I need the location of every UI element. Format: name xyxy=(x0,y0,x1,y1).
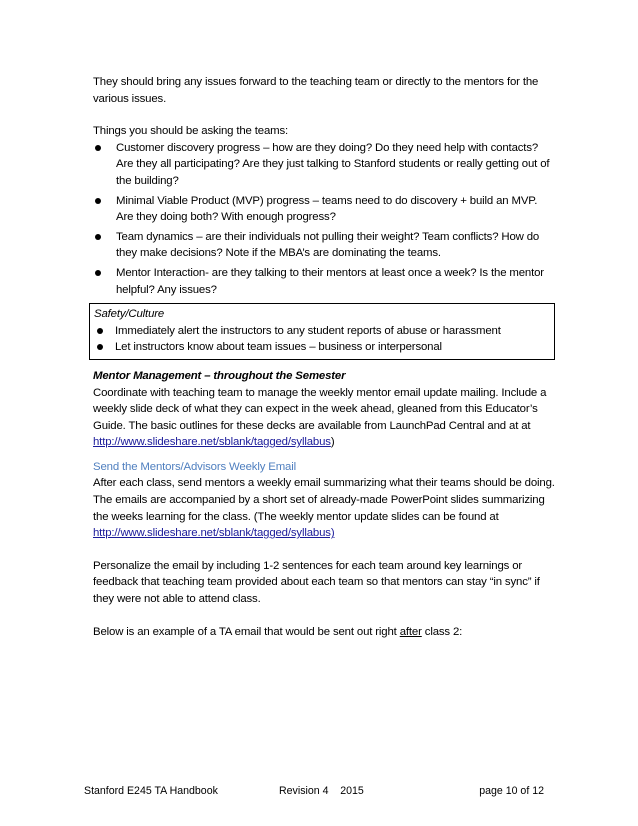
safety-list xyxy=(94,323,551,356)
safety-heading: Safety/Culture xyxy=(94,308,165,321)
bullet-icon xyxy=(95,270,101,276)
intro-paragraph: They should bring any issues forward to the teaching team or directly to the mentors for the various issues. xyxy=(93,76,539,105)
mentor-management-heading: Mentor Management – throughout the Semester xyxy=(93,369,346,382)
footer-revision: Revision 4 2015 xyxy=(279,785,364,797)
footer-page-number: page 10 of 12 xyxy=(479,785,544,797)
footer-title: Stanford E245 TA Handbook xyxy=(84,785,218,797)
bullet-icon xyxy=(95,234,101,240)
list-item: Team dynamics – are their individuals not pulling their weight? Team conflicts? How do they make decisions? Note if the MBA’s are dominating the teams. xyxy=(93,229,555,262)
weekly-email-paragraph: After each class, send mentors a weekly email summarizing what their teams should be doing. The emails are accompanied by a short set of already-made PowerPoint slides summarizing the weeks learning for the class. (The weekly mentor update slides can be found at http://www.slideshare.net/sblank/tagged/syllabus) xyxy=(93,477,555,540)
slides-link[interactable]: http://www.slideshare.net/sblank/tagged/syllabus) xyxy=(93,527,335,540)
questions-list xyxy=(93,140,555,298)
list-item: Customer discovery progress – how are they doing? Do they need help with contacts? Are they all participating? Are they just talking to Stanford students or really getting out of the building? xyxy=(93,140,555,190)
example-paragraph: Below is an example of a TA email that would be sent out right after class 2: xyxy=(93,625,463,638)
weekly-email-heading: Send the Mentors/Advisors Weekly Email xyxy=(93,460,297,473)
safety-culture-box xyxy=(89,303,555,360)
personalize-paragraph: Personalize the email by including 1-2 sentences for each team around key learnings or feedback that teaching team provided about each team so that mentors can stay “in sync” if they were not able to attend class. xyxy=(93,559,540,606)
questions-heading: Things you should be asking the teams: xyxy=(93,125,289,138)
list-item: Immediately alert the instructors to any student reports of abuse or harassment xyxy=(94,323,551,340)
bullet-icon xyxy=(95,145,101,151)
mentor-management-paragraph: Coordinate with teaching team to manage the weekly mentor email update mailing. Include a weekly slide deck of what they can expect in the week ahead, gleaned from this Educator’s Guide. The basic outlines for these decks are available from LaunchPad Central and at at http://www.slideshare.net/sblank/tagged/syllabus) xyxy=(93,386,547,449)
list-item: Let instructors know about team issues – business or interpersonal xyxy=(94,339,551,356)
page-footer xyxy=(84,785,544,799)
document-body xyxy=(93,74,555,640)
bullet-icon xyxy=(97,328,103,334)
bullet-icon xyxy=(97,344,103,350)
bullet-icon xyxy=(95,198,101,204)
syllabus-link[interactable]: http://www.slideshare.net/sblank/tagged/syllabus xyxy=(93,436,331,449)
list-item: Mentor Interaction- are they talking to their mentors at least once a week? Is the mentor helpful? Any issues? xyxy=(93,265,555,298)
list-item: Minimal Viable Product (MVP) progress – teams need to do discovery + build an MVP. Are they doing both? With enough progress? xyxy=(93,193,555,226)
